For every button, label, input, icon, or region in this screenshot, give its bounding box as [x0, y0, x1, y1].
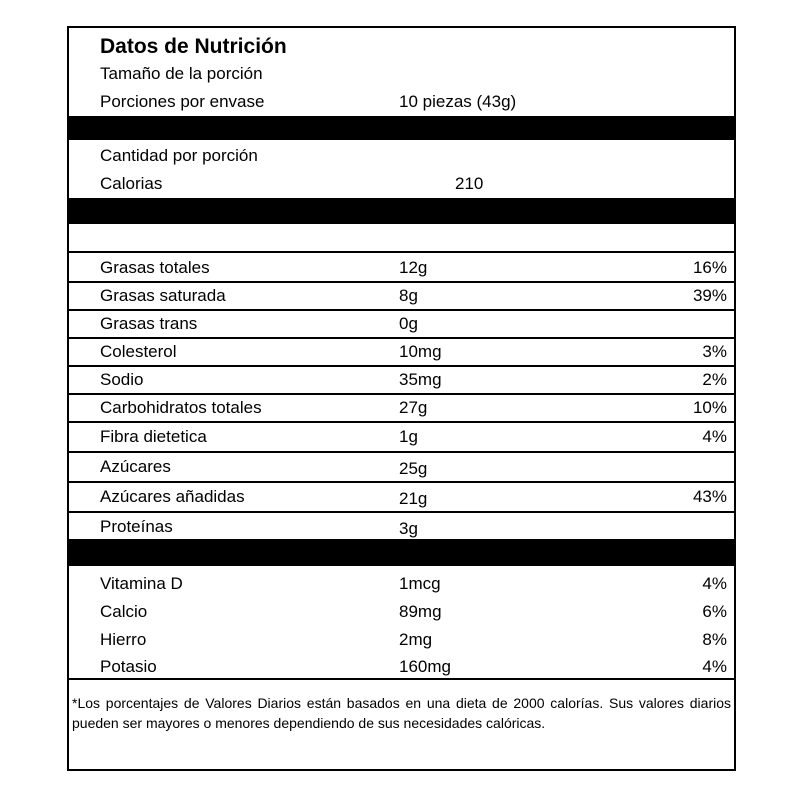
divider-line	[69, 281, 734, 283]
divider-line	[69, 365, 734, 367]
nutrient-name: Azúcares añadidas	[100, 487, 245, 506]
divider-line	[69, 511, 734, 513]
nutrient-amount: 12g	[399, 258, 428, 277]
nutrient-amount: 8g	[399, 286, 418, 305]
vitamin-name: Vitamina D	[100, 574, 183, 593]
servings-label: Porciones por envase	[100, 92, 265, 111]
vitamin-daily-value: 6%	[702, 602, 727, 621]
amount-per-serving: Cantidad por porción	[100, 146, 258, 165]
nutrient-name: Grasas trans	[100, 314, 198, 333]
thick-divider	[69, 539, 734, 566]
footnote: *Los porcentajes de Valores Diarios están basados en una dieta de 2000 calorías. Sus valores diarios pueden ser mayores o menores dependiendo de sus necesidades calóricas.	[72, 695, 731, 731]
vitamin-daily-value: 4%	[702, 657, 727, 676]
nutrient-amount: 21g	[399, 489, 428, 508]
nutrient-name: Colesterol	[100, 342, 177, 361]
nutrient-name: Sodio	[100, 370, 144, 389]
nutrient-daily-value: 16%	[692, 258, 727, 277]
nutrient-amount: 1g	[399, 427, 418, 446]
vitamin-amount: 89mg	[399, 602, 442, 621]
nutrient-name: Grasas saturada	[100, 286, 226, 305]
nutrient-name: Carbohidratos totales	[100, 398, 262, 417]
vitamin-amount: 2mg	[399, 630, 433, 649]
nutrient-daily-value: 10%	[692, 398, 727, 417]
nutrient-daily-value: 2%	[702, 370, 727, 389]
nutrient-amount: 3g	[399, 519, 418, 538]
nutrient-name: Proteínas	[100, 517, 173, 536]
calories-value: 210	[455, 174, 484, 193]
divider-line	[69, 337, 734, 339]
divider-line	[69, 678, 734, 680]
divider-line	[69, 393, 734, 395]
divider-line	[69, 309, 734, 311]
calories-label: Calorias	[100, 174, 163, 193]
vitamin-name: Potasio	[100, 657, 157, 676]
nutrient-daily-value: 43%	[692, 487, 727, 506]
nutrient-amount: 27g	[399, 398, 428, 417]
nutrient-amount: 0g	[399, 314, 418, 333]
thick-divider	[69, 116, 734, 140]
vitamin-name: Calcio	[100, 602, 148, 621]
nutrition-facts-label	[67, 26, 736, 771]
divider-line	[69, 451, 734, 453]
nutrient-amount: 10mg	[399, 342, 442, 361]
nutrient-daily-value: 3%	[702, 342, 727, 361]
nutrient-name: Grasas totales	[100, 258, 210, 277]
divider-line	[69, 251, 734, 253]
nutrient-amount: 35mg	[399, 370, 442, 389]
servings-value: 10 piezas (43g)	[399, 92, 517, 111]
vitamin-daily-value: 4%	[702, 574, 727, 593]
nutrient-amount: 25g	[399, 459, 428, 478]
nutrient-daily-value: 4%	[702, 427, 727, 446]
vitamin-name: Hierro	[100, 630, 147, 649]
label-title: Datos de Nutrición	[100, 35, 287, 58]
divider-line	[69, 421, 734, 423]
serving-size-label: Tamaño de la porción	[100, 64, 263, 83]
thick-divider	[69, 198, 734, 224]
divider-line	[69, 481, 734, 483]
nutrient-name: Fibra dietetica	[100, 427, 207, 446]
nutrient-name: Azúcares	[100, 457, 171, 476]
vitamin-amount: 1mcg	[399, 574, 441, 593]
vitamin-daily-value: 8%	[702, 630, 727, 649]
vitamin-amount: 160mg	[399, 657, 451, 676]
nutrient-daily-value: 39%	[692, 286, 727, 305]
